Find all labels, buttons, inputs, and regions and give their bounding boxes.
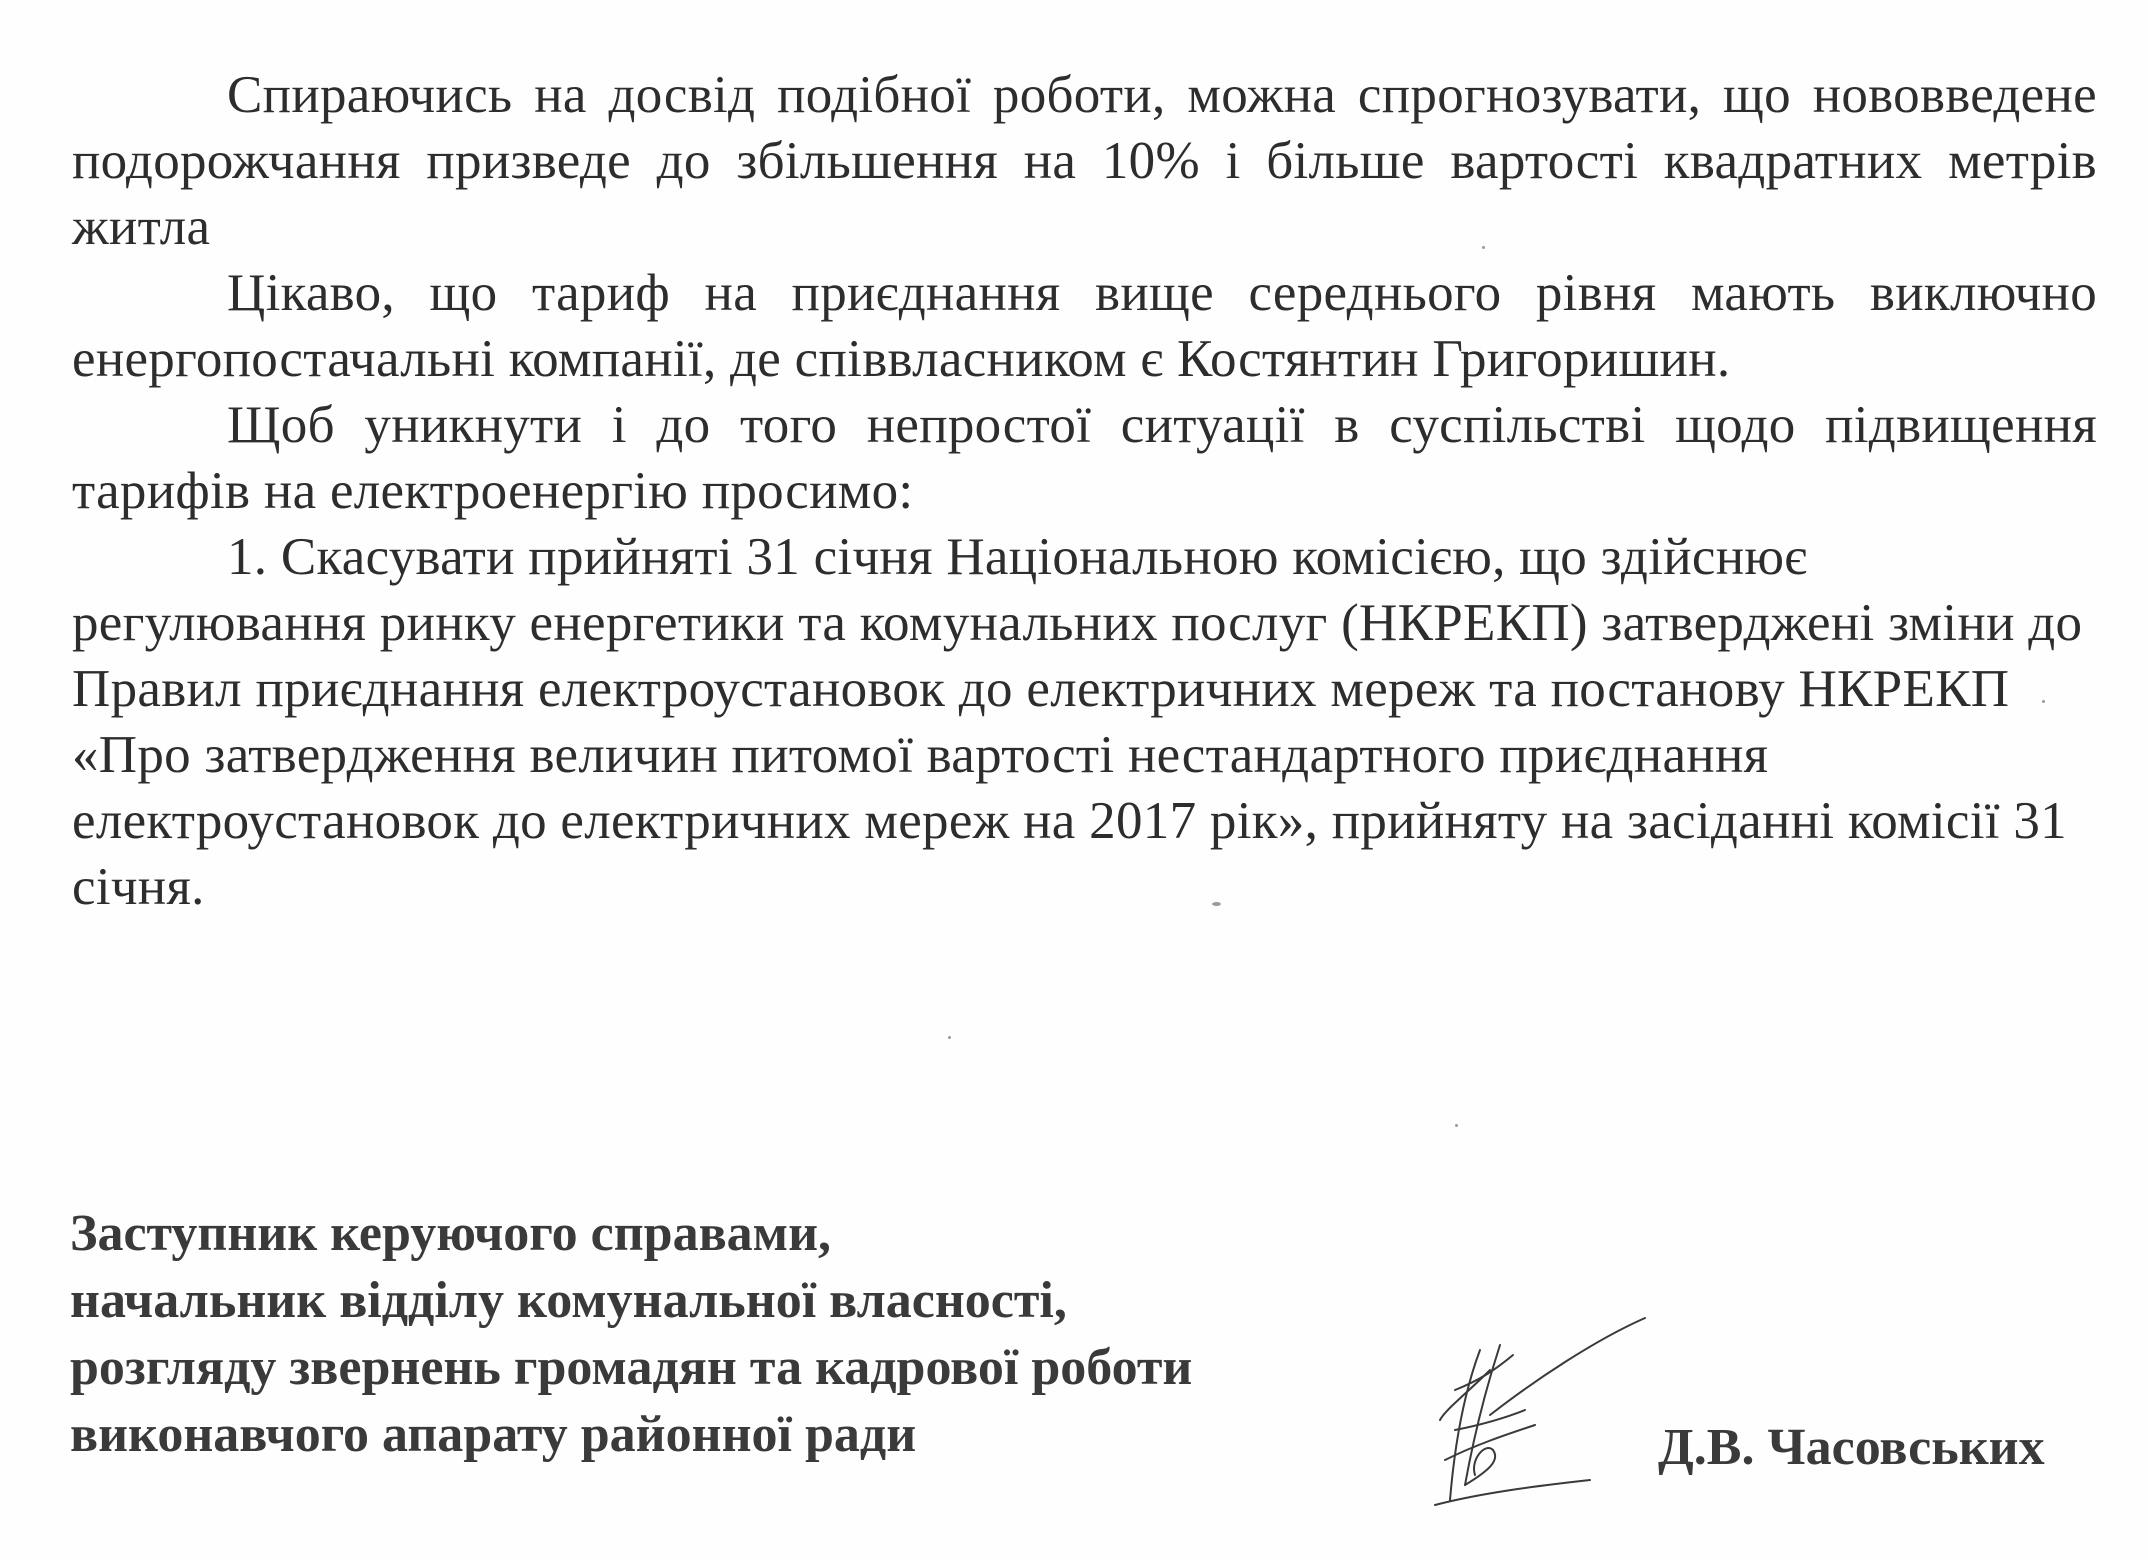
paragraph-forecast: Спираючись на досвід подібної роботи, можна спрогнозувати, що нововведене подорожчання призведе до збільшення на 10% і більше вартості квадратних метрів житла <box>72 66 2097 256</box>
scan-speck <box>1482 246 1485 249</box>
signatory-name: Д.В. Часовських <box>1658 1419 2045 1476</box>
signatory-title-line-4: виконавчого апарату районної ради <box>70 1406 917 1463</box>
signatory-title <box>70 1200 1470 1468</box>
handwritten-signature <box>1395 1310 1655 1520</box>
letter-body <box>72 62 2097 920</box>
scan-speck <box>2042 700 2045 703</box>
paragraph-tariff: Цікаво, що тариф на приєднання вище середнього рівня мають виключно енергопостачальні компанії, де співвласником є Костянтин Григоришин. <box>72 264 2097 388</box>
signatory-title-line-1: Заступник керуючого справами, <box>70 1205 832 1262</box>
paragraph-request-item-1: 1. Скасувати прийняті 31 січня Національною комісією, що здійснює регулювання ринку енергетики та комунальних послуг (НКРЕКП) затверджені зміни до Правил приєднання електроустановок до електричних мереж та постанову НКРЕКП «Про затвердження величин питомої вартості нестандартного приєднання електроустановок до електричних мереж на 2017 рік», прийняту на засіданні комісії 31 січня. <box>72 528 2083 916</box>
scan-speck <box>948 1036 951 1039</box>
signatory-title-line-3: розгляду звернень громадян та кадрової роботи <box>70 1339 1193 1396</box>
scan-speck <box>1455 1124 1458 1127</box>
signatory-title-line-2: начальник відділу комунальної власності, <box>70 1272 1067 1329</box>
paragraph-request-intro: Щоб уникнути і до того непростої ситуації в суспільстві щодо підвищення тарифів на електроенергію просимо: <box>72 396 2097 520</box>
scan-speck <box>1212 902 1221 906</box>
